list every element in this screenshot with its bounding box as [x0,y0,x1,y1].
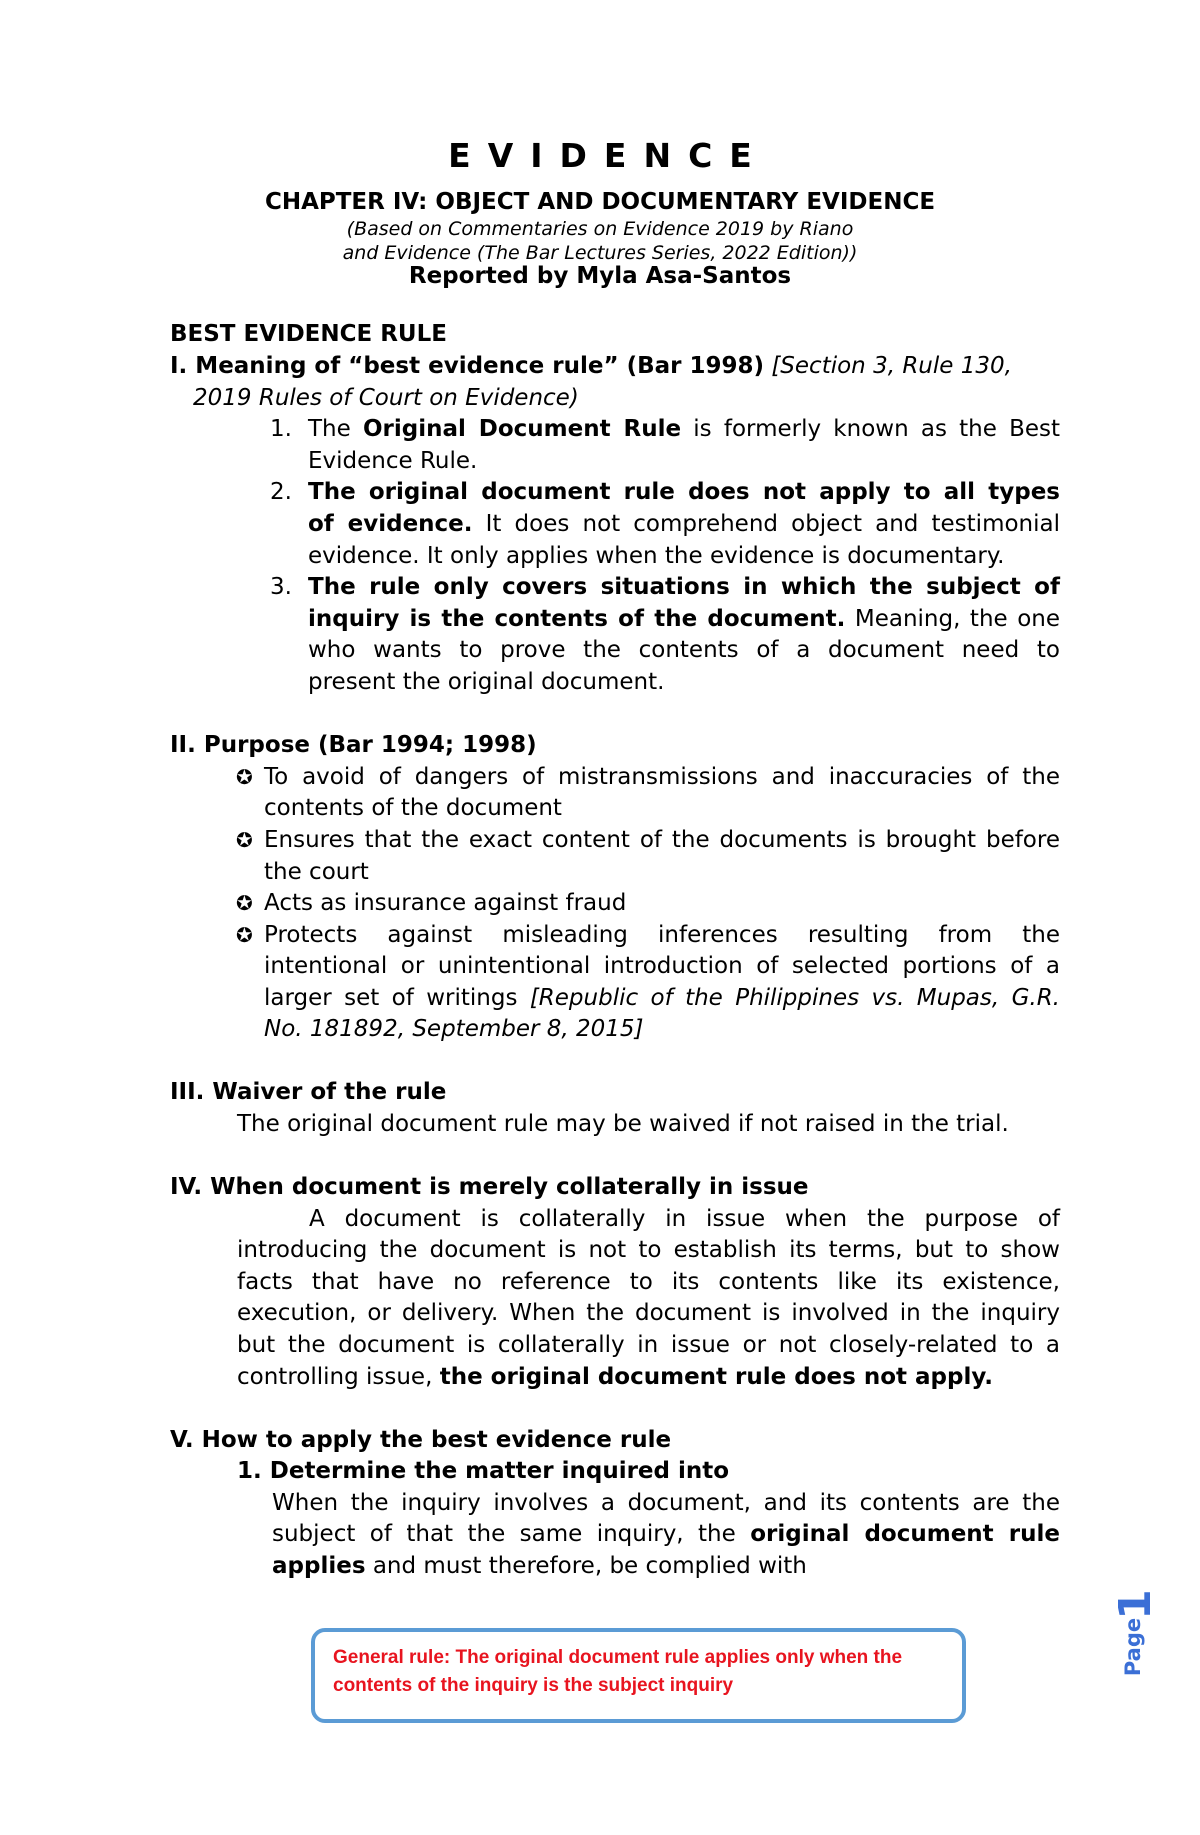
section-3-text: The original document rule may be waived if not raised in the trial. [237,1111,1009,1137]
item-2-line-1: The original document rule does not apply to all types [308,479,1060,505]
section-4-line-1: A document is collaterally in issue when the purpose of [309,1206,1060,1232]
list-number: 3. [270,574,292,600]
text-bold: of evidence. [308,511,473,537]
bullet-4-line-2: intentional or unintentional introduction of selected portions of a [264,953,1060,979]
page-number-value: 1 [1109,1589,1161,1620]
circle-bullet-icon: ✪ [236,923,253,947]
section-3-heading: III. Waiver of the rule [170,1079,447,1105]
page-number [1109,1585,1161,1695]
section-5-subheading: 1. Determine the matter inquired into [237,1458,730,1484]
section-4-line-3: facts that have no reference to its contents like its existence, [237,1269,1060,1295]
item-1-line-2: Evidence Rule. [308,448,478,474]
text: subject of that the same inquiry, the [272,1521,751,1547]
list-number: 1. [270,416,292,442]
text: is formerly known as the Best [681,416,1060,442]
item-3-line-4: present the original document. [308,669,665,695]
section-title: BEST EVIDENCE RULE [170,321,447,347]
callout-line-2: contents of the inquiry is the subject inquiry [333,1675,734,1696]
section-1-heading-citation: [Section 3, Rule 130, [771,353,1012,379]
circle-bullet-icon: ✪ [236,828,253,852]
item-3-line-1: The rule only covers situations in which the subject of [308,574,1060,600]
text-bold: inquiry is the contents of the document. [308,606,846,632]
source-note-line-2: and Evidence (The Bar Lectures Series, 2022 Edition)) [342,242,858,264]
general-rule-callout [311,1628,966,1723]
bullet-2-line-1: Ensures that the exact content of the documents is brought before [264,827,1060,853]
item-1-line-1 [308,413,1060,445]
document-title: EVIDENCE [448,136,769,175]
section-5-line-2 [272,1518,1060,1550]
text: It does not comprehend object and testimonial [472,511,1061,537]
section-4-line-4: execution, or delivery. When the document is involved in the inquiry [237,1300,1060,1326]
reporter-line: Reported by Myla Asa-Santos [408,263,792,289]
text: Meaning, the one [845,606,1060,632]
source-note [0,217,1200,265]
case-citation: [Republic of the Philippines vs. Mupas, G.R. [529,985,1060,1011]
circle-bullet-icon: ✪ [236,765,253,789]
bullet-4-line-1: Protects against misleading inferences resulting from the [264,922,1060,948]
source-note-line-1: (Based on Commentaries on Evidence 2019 by Riano [346,218,854,240]
text: controlling issue, [237,1364,440,1390]
section-5-line-1: When the inquiry involves a document, and its contents are the [272,1490,1060,1516]
section-1-heading [170,350,1060,382]
section-4-line-6 [237,1361,993,1393]
bullet-4-line-3 [264,982,1060,1014]
item-3-line-2 [308,603,1060,635]
chapter-title: CHAPTER IV: OBJECT AND DOCUMENTARY EVIDENCE [264,189,936,215]
bullet-4-line-4: No. 181892, September 8, 2015] [264,1016,644,1042]
section-1-heading-citation-2: 2019 Rules of Court on Evidence) [193,385,579,411]
section-5-heading: V. How to apply the best evidence rule [170,1427,672,1453]
bullet-1-line-1: To avoid of dangers of mistransmissions and inaccuracies of the [264,764,1060,790]
text: The [308,416,363,442]
list-number: 2. [270,479,292,505]
bullet-1-line-2: contents of the document [264,795,562,821]
text: and must therefore, be complied with [365,1553,807,1579]
callout-line-1: General rule: The original document rule applies only when the [333,1647,903,1668]
text-bold: Original Document Rule [362,416,682,442]
page-label: Page [1121,1617,1145,1677]
section-1-heading-bold: I. Meaning of “best evidence rule” (Bar 1998) [170,353,765,379]
text-bold: the original document rule does not apply. [439,1364,993,1390]
bullet-2-line-2: the court [264,859,369,885]
item-3-line-3: who wants to prove the contents of a document need to [308,637,1060,663]
bullet-3-line-1: Acts as insurance against fraud [264,890,627,916]
circle-bullet-icon: ✪ [236,891,253,915]
item-2-line-3: evidence. It only applies when the evidence is documentary. [308,543,1005,569]
section-4-line-2: introducing the document is not to establish its terms, but to show [237,1237,1060,1263]
text-bold: applies [272,1553,366,1579]
text: larger set of writings [264,985,530,1011]
section-2-heading: II. Purpose (Bar 1994; 1998) [170,732,537,758]
section-5-line-3 [272,1550,807,1582]
item-2-line-2 [308,508,1060,540]
text-bold: original document rule [750,1521,1060,1547]
section-4-line-5: but the document is collaterally in issue or not closely-related to a [237,1332,1060,1358]
section-4-heading: IV. When document is merely collaterally in issue [170,1174,809,1200]
